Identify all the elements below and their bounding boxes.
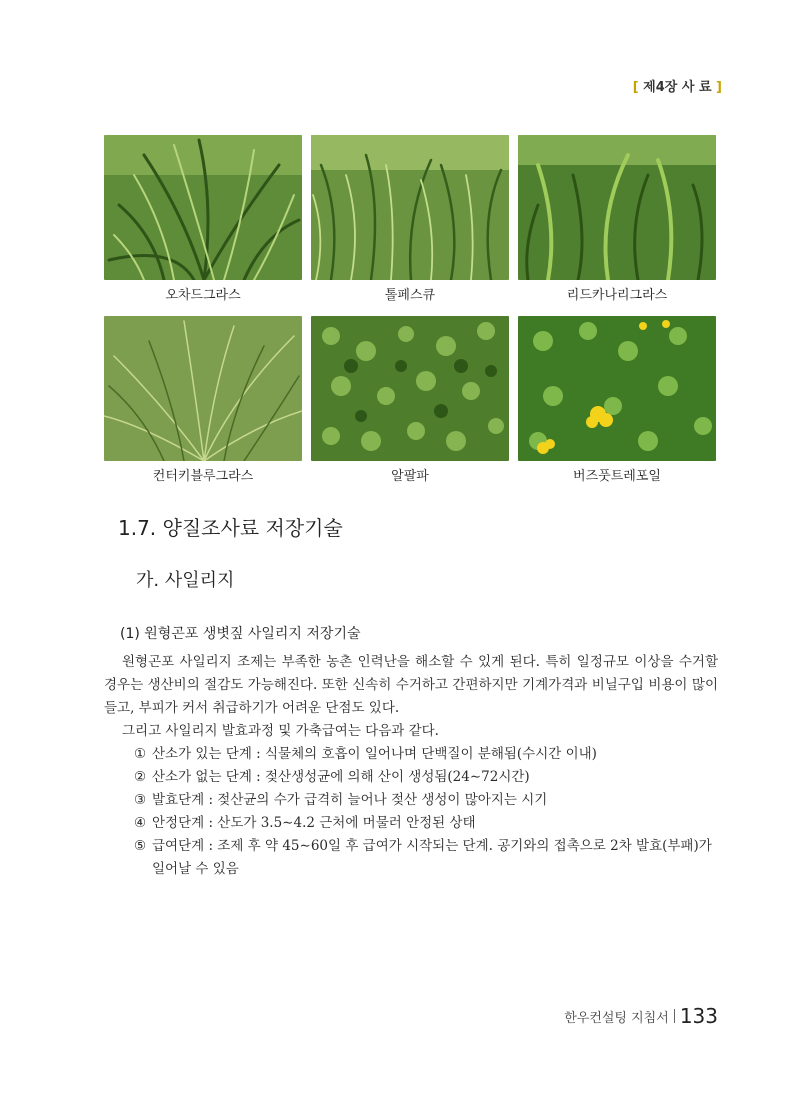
list-text: 급여단계 : 조제 후 약 45∼60일 후 급여가 시작되는 단계. 공기와의 접촉으로 2차 발효(부패)가 일어날 수 있음 [152,838,712,877]
list-text: 산소가 있는 단계 : 식물체의 호흡이 일어나며 단백질이 분해됨(수시간 이내) [152,746,597,762]
list-text: 안정단계 : 산도가 3.5∼4.2 근처에 머물러 안정된 상태 [152,815,476,831]
photo-card-tall-fescue [311,135,509,306]
grass-image [104,135,302,280]
photo-grid [104,135,716,487]
subsection-title: 가. 사일리지 [136,570,235,591]
list-text: 산소가 없는 단계 : 젖산생성균에 의해 산이 생성됨(24∼72시간) [152,769,530,785]
photo-card-orchardgrass [104,135,302,306]
footer-divider [674,1009,675,1023]
list-number: ④ [134,815,147,831]
photo-caption: 톨페스큐 [384,288,436,303]
grass-image [104,316,302,461]
book-title: 한우컨설팅 지침서 [564,1010,669,1026]
photo-alfalfa [311,316,509,461]
list-item [104,789,718,812]
item-title: (1) 원형곤포 생볏짚 사일리지 저장기술 [120,626,361,642]
photo-card-reed-canarygrass [518,135,716,306]
list-text: 발효단계 : 젖산균의 수가 급격히 늘어나 젖산 생성이 많아지는 시기 [152,792,548,808]
list-number: ③ [134,792,147,808]
photo-kentucky-bluegrass [104,316,302,461]
photo-card-alfalfa [311,316,509,487]
photo-birdsfoot-trefoil [518,316,716,461]
grass-image [311,135,509,280]
photo-caption: 버즈풋트레포일 [573,469,661,484]
photo-orchardgrass [104,135,302,280]
list-item [104,766,718,789]
chapter-label: 제4장 사 료 [643,80,712,95]
legume-flower-image [518,316,716,461]
fermentation-list [104,743,718,881]
chapter-header [633,76,722,95]
photo-caption: 컨터키블루그라스 [152,469,254,484]
list-number: ① [134,746,147,762]
grass-image [518,135,716,280]
photo-caption: 알팔파 [391,469,429,484]
list-number: ⑤ [134,838,147,854]
photo-row-2 [104,316,716,487]
list-item [104,743,718,766]
photo-caption: 리드카나리그라스 [566,288,668,303]
photo-reed-canarygrass [518,135,716,280]
body-text [104,651,718,881]
photo-card-birdsfoot-trefoil [518,316,716,487]
paragraph: 원형곤포 사일리지 조제는 부족한 농촌 인력난을 해소할 수 있게 된다. 특히 일정규모 이상을 수거할 경우는 생산비의 절감도 가능해진다. 또한 신속히 수거하고 간편하지만 기계가격과 비닐구입 비용이 많이 들고, 부피가 커서 취급하기가 어려운 단점도 있다. [104,654,718,716]
page-number: 133 [679,1004,718,1028]
list-number: ② [134,769,147,785]
list-item [104,812,718,835]
bracket-open: [ [632,80,639,95]
page-footer [564,1004,718,1028]
section-title: 1.7. 양질조사료 저장기술 [118,516,343,540]
paragraph: 그리고 사일리지 발효과정 및 가축급여는 다음과 같다. [122,723,439,739]
photo-tall-fescue [311,135,509,280]
list-item [104,835,718,881]
photo-caption: 오차드그라스 [165,288,241,303]
bracket-close: ] [716,80,722,95]
photo-card-kentucky-bluegrass [104,316,302,487]
legume-image [311,316,509,461]
photo-row-1 [104,135,716,306]
